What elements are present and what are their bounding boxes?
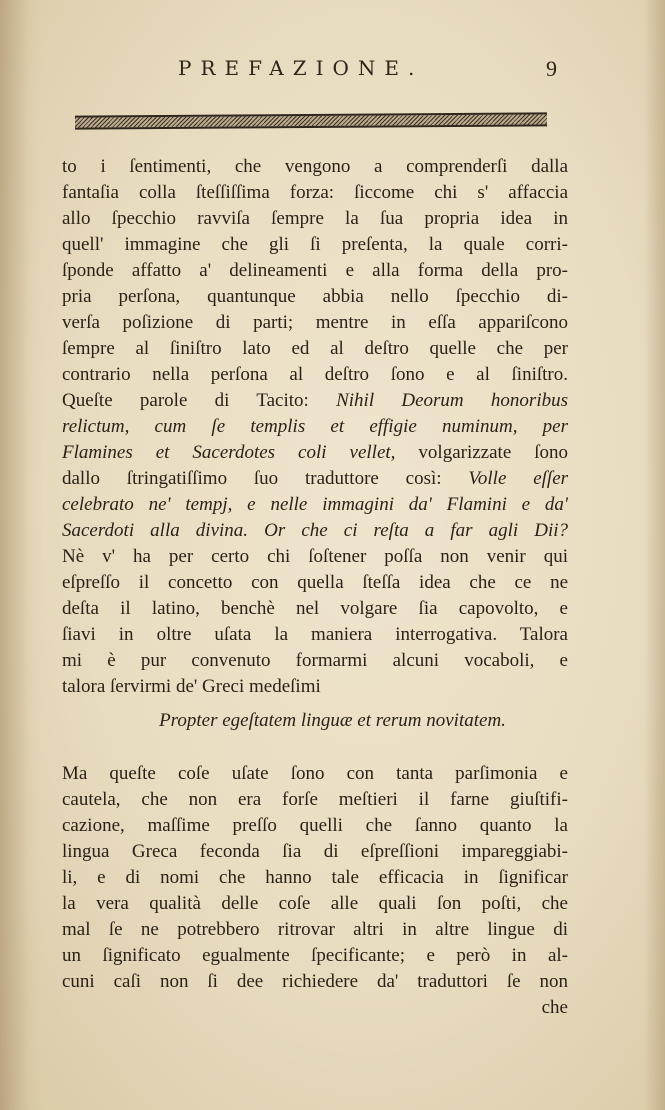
text-line: Ma queſte coſe uſate ſono con tanta parſimonia e [62, 763, 568, 784]
latin-quotation: Flamines et Sacerdotes coli vellet, [62, 442, 396, 463]
text-line: la vera qualità delle coſe alle quali ſon poſti, che [62, 893, 568, 914]
text-line: li, e di nomi che hanno tale efficacia in ſignificar [62, 867, 568, 888]
paragraph-2 [62, 761, 568, 1021]
text-line: cautela, che non era forſe meſtieri il farne giuſtifi- [62, 789, 568, 810]
ornamental-rule [75, 112, 547, 129]
text-line: lingua Greca feconda ſia di eſpreſſioni impareggiabi- [62, 841, 568, 862]
text-line: un ſignificato egualmente ſpecificante; e però in al- [62, 945, 568, 966]
text-line [62, 466, 568, 492]
latin-quotation: Nihil Deorum honoribus [336, 390, 568, 411]
text-segment: Queſte parole di Tacito: [62, 390, 309, 411]
text-segment: Sacerdoti alla divina. [62, 520, 249, 541]
text-segment: dallo ſtringatiſſimo ſuo traduttore così: [62, 468, 442, 489]
text-line: talora ſervirmi de' Greci medeſimi [62, 676, 321, 697]
text-line: Nè v' ha per certo chi ſoſtener poſſa non venir qui [62, 546, 568, 567]
text-line: to i ſentimenti, che vengono a comprenderſi dalla [62, 156, 568, 177]
text-line: allo ſpecchio ravviſa ſempre la ſua propria idea in [62, 208, 568, 229]
running-head [0, 56, 665, 86]
text-line: mal ſe ne potrebbero ritrovar altri in altre lingue di [62, 919, 568, 940]
text-line [62, 388, 568, 414]
text-line [62, 440, 568, 466]
text-line: fantaſia colla ſteſſiſſima forza: ſiccome chi s' affaccia [62, 182, 568, 203]
text-line: contrario nella perſona al deſtro ſono e al ſiniſtro. [62, 364, 568, 385]
text-segment: Or che ci reſta a far agli Dii? [264, 520, 569, 541]
catchword: che [541, 997, 568, 1018]
text-line: eſpreſſo il concetto con quella ſteſſa idea che ce ne [62, 572, 568, 593]
text-line: quell' immagine che gli ſi preſenta, la quale corri- [62, 234, 568, 255]
text-line: celebrato ne' tempj, e nelle immagini da' Flamini e da' [62, 494, 568, 515]
text-line: verſa poſizione di parti; mentre in eſſa appariſcono [62, 312, 568, 333]
text-line: ſiavi in oltre uſata la maniera interrogativa. Talora [62, 624, 568, 645]
latin-quotation-block: Propter egeſtatem linguæ et rerum novitatem. [159, 710, 506, 731]
text-line: deſta il latino, benchè nel volgare ſia capovolto, e [62, 598, 568, 619]
page-number: 9 [546, 56, 557, 81]
page-title: PREFAZIONE. [178, 56, 424, 80]
text-line: ſempre al ſiniſtro lato ed al deſtro quelle che per [62, 338, 568, 359]
text-line: mi è pur convenuto formarmi alcuni vocaboli, e [62, 650, 568, 671]
text-line [62, 518, 568, 544]
text-line: cazione, maſſime preſſo quelli che ſanno quanto la [62, 815, 568, 836]
text-line: ſponde affatto a' delineamenti e alla forma della pro- [62, 260, 568, 281]
text-segment: volgarizzate ſono [418, 442, 569, 463]
text-line: cuni caſi non ſi dee richiedere da' traduttori ſe non [62, 971, 568, 992]
text-line: relictum, cum ſe templis et effigie numinum, per [62, 416, 568, 437]
paragraph-1 [62, 154, 568, 700]
italian-quotation: Volle eſſer [468, 468, 569, 489]
text-line: pria perſona, quantunque abbia nello ſpecchio di- [62, 286, 568, 307]
